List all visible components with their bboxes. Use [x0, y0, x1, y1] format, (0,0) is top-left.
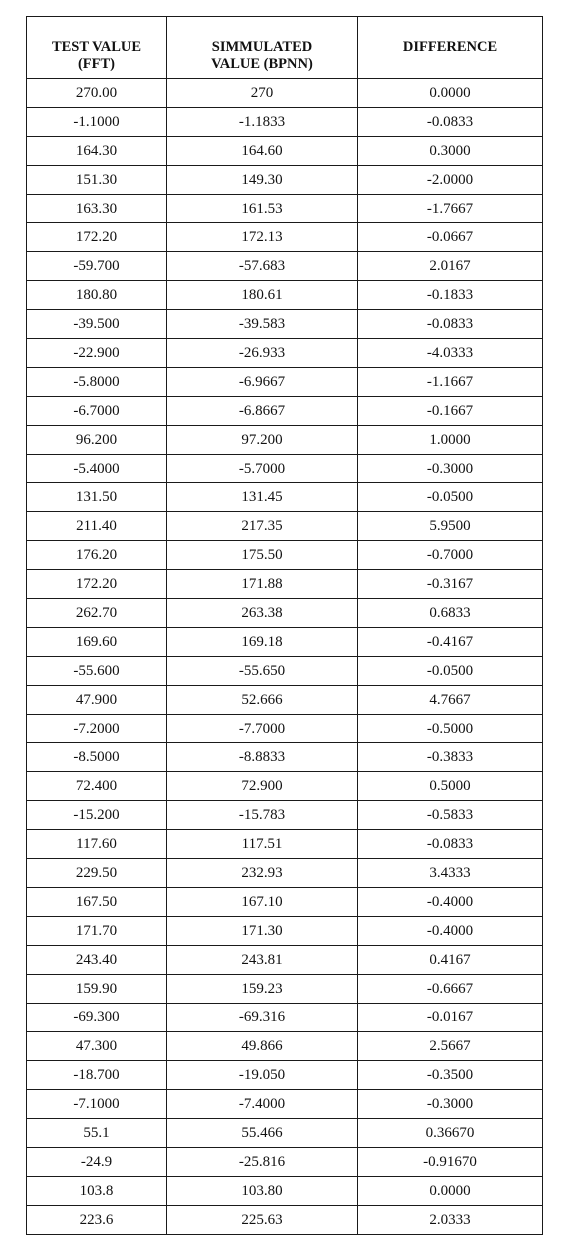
test-value-cell: 55.1 — [27, 1119, 167, 1148]
test-value-cell: 223.6 — [27, 1205, 167, 1234]
table-row — [27, 1061, 543, 1090]
simulated-value-cell: 225.63 — [167, 1205, 358, 1234]
table-row — [27, 310, 543, 339]
test-value-cell: 96.200 — [27, 425, 167, 454]
simulated-value-cell: 270 — [167, 79, 358, 108]
header-simulated-value-line-2: VALUE (BPNN) — [211, 56, 313, 72]
difference-cell: 1.0000 — [358, 425, 543, 454]
difference-cell: 0.0000 — [358, 1176, 543, 1205]
test-value-cell: 243.40 — [27, 945, 167, 974]
test-value-cell: 72.400 — [27, 772, 167, 801]
test-value-cell: 270.00 — [27, 79, 167, 108]
difference-cell: -0.4000 — [358, 887, 543, 916]
simulated-value-cell: 117.51 — [167, 830, 358, 859]
table-row — [27, 1119, 543, 1148]
difference-cell: 2.0167 — [358, 252, 543, 281]
test-value-cell: -55.600 — [27, 656, 167, 685]
test-value-cell: -18.700 — [27, 1061, 167, 1090]
header-row — [27, 17, 543, 79]
difference-cell: -0.7000 — [358, 541, 543, 570]
difference-cell: -0.91670 — [358, 1147, 543, 1176]
table-row — [27, 714, 543, 743]
simulated-value-cell: 175.50 — [167, 541, 358, 570]
test-value-cell: 151.30 — [27, 165, 167, 194]
table-row — [27, 772, 543, 801]
test-value-cell: 159.90 — [27, 974, 167, 1003]
simulated-value-cell: 72.900 — [167, 772, 358, 801]
test-value-cell: -7.2000 — [27, 714, 167, 743]
table-row — [27, 339, 543, 368]
test-value-cell: 229.50 — [27, 859, 167, 888]
test-value-cell: 131.50 — [27, 483, 167, 512]
difference-cell: -1.1667 — [358, 367, 543, 396]
table-row — [27, 1147, 543, 1176]
simulated-value-cell: 131.45 — [167, 483, 358, 512]
table-row — [27, 396, 543, 425]
table-row — [27, 830, 543, 859]
simulated-value-cell: 159.23 — [167, 974, 358, 1003]
test-value-cell: 163.30 — [27, 194, 167, 223]
table-row — [27, 743, 543, 772]
simulated-value-cell: 149.30 — [167, 165, 358, 194]
table-row — [27, 974, 543, 1003]
test-value-cell: -22.900 — [27, 339, 167, 368]
difference-cell: -0.1667 — [358, 396, 543, 425]
table-row — [27, 887, 543, 916]
difference-cell: -0.4000 — [358, 916, 543, 945]
simulated-value-cell: -7.7000 — [167, 714, 358, 743]
simulated-value-cell: -19.050 — [167, 1061, 358, 1090]
table-row — [27, 165, 543, 194]
simulated-value-cell: 164.60 — [167, 136, 358, 165]
difference-cell: -0.5833 — [358, 801, 543, 830]
simulated-value-cell: 180.61 — [167, 281, 358, 310]
table-row — [27, 801, 543, 830]
difference-cell: -0.4167 — [358, 627, 543, 656]
table-body — [27, 79, 543, 1235]
difference-cell: 2.0333 — [358, 1205, 543, 1234]
simulated-value-cell: -57.683 — [167, 252, 358, 281]
test-value-cell: -1.1000 — [27, 107, 167, 136]
simulated-value-cell: -6.8667 — [167, 396, 358, 425]
test-value-cell: -7.1000 — [27, 1090, 167, 1119]
table-row — [27, 656, 543, 685]
test-value-cell: 169.60 — [27, 627, 167, 656]
difference-cell: -4.0333 — [358, 339, 543, 368]
simulated-value-cell: 171.30 — [167, 916, 358, 945]
table-row — [27, 367, 543, 396]
table-row — [27, 916, 543, 945]
test-value-cell: 47.900 — [27, 685, 167, 714]
simulated-value-cell: 217.35 — [167, 512, 358, 541]
table-row — [27, 281, 543, 310]
table-row — [27, 483, 543, 512]
table-row — [27, 107, 543, 136]
simulated-value-cell: -6.9667 — [167, 367, 358, 396]
simulated-value-cell: 172.13 — [167, 223, 358, 252]
difference-cell: 0.4167 — [358, 945, 543, 974]
test-value-cell: 47.300 — [27, 1032, 167, 1061]
simulated-value-cell: 169.18 — [167, 627, 358, 656]
difference-cell: -0.6667 — [358, 974, 543, 1003]
table-header — [27, 17, 543, 79]
simulated-value-cell: 167.10 — [167, 887, 358, 916]
difference-cell: -0.0167 — [358, 1003, 543, 1032]
difference-cell: 0.5000 — [358, 772, 543, 801]
table-row — [27, 1205, 543, 1234]
table-row — [27, 252, 543, 281]
header-test-value — [27, 17, 167, 79]
table-row — [27, 685, 543, 714]
test-value-cell: -8.5000 — [27, 743, 167, 772]
difference-cell: -1.7667 — [358, 194, 543, 223]
table-row — [27, 859, 543, 888]
simulated-value-cell: 171.88 — [167, 570, 358, 599]
simulated-value-cell: -1.1833 — [167, 107, 358, 136]
difference-cell: 3.4333 — [358, 859, 543, 888]
test-value-cell: -69.300 — [27, 1003, 167, 1032]
test-value-cell: 117.60 — [27, 830, 167, 859]
comparison-table — [26, 16, 543, 1235]
test-value-cell: 262.70 — [27, 599, 167, 628]
simulated-value-cell: -39.583 — [167, 310, 358, 339]
difference-cell: -0.3167 — [358, 570, 543, 599]
test-value-cell: -5.4000 — [27, 454, 167, 483]
test-value-cell: 167.50 — [27, 887, 167, 916]
header-test-value-line-1: TEST VALUE — [51, 39, 142, 55]
table-row — [27, 599, 543, 628]
difference-cell: -0.0500 — [358, 656, 543, 685]
table-row — [27, 454, 543, 483]
header-simulated-value — [167, 17, 358, 79]
test-value-cell: -6.7000 — [27, 396, 167, 425]
header-simulated-value-line-1: SIMMULATED — [211, 39, 313, 55]
table-row — [27, 1176, 543, 1205]
simulated-value-cell: -15.783 — [167, 801, 358, 830]
table-row — [27, 1032, 543, 1061]
header-test-value-line-2: (FFT) — [77, 56, 116, 72]
simulated-value-cell: 243.81 — [167, 945, 358, 974]
simulated-value-cell: 161.53 — [167, 194, 358, 223]
test-value-cell: 171.70 — [27, 916, 167, 945]
simulated-value-cell: -69.316 — [167, 1003, 358, 1032]
test-value-cell: 172.20 — [27, 570, 167, 599]
simulated-value-cell: 103.80 — [167, 1176, 358, 1205]
test-value-cell: -24.9 — [27, 1147, 167, 1176]
table-row — [27, 1090, 543, 1119]
table-row — [27, 627, 543, 656]
difference-cell: 0.6833 — [358, 599, 543, 628]
difference-cell: -0.1833 — [358, 281, 543, 310]
simulated-value-cell: 263.38 — [167, 599, 358, 628]
difference-cell: -0.3000 — [358, 454, 543, 483]
difference-cell: -0.3000 — [358, 1090, 543, 1119]
simulated-value-cell: -26.933 — [167, 339, 358, 368]
header-difference — [358, 17, 543, 79]
test-value-cell: 211.40 — [27, 512, 167, 541]
difference-cell: 4.7667 — [358, 685, 543, 714]
difference-cell: 2.5667 — [358, 1032, 543, 1061]
simulated-value-cell: -8.8833 — [167, 743, 358, 772]
test-value-cell: -59.700 — [27, 252, 167, 281]
table-row — [27, 79, 543, 108]
simulated-value-cell: 52.666 — [167, 685, 358, 714]
difference-cell: 0.0000 — [358, 79, 543, 108]
difference-cell: -0.0667 — [358, 223, 543, 252]
table-row — [27, 425, 543, 454]
test-value-cell: 103.8 — [27, 1176, 167, 1205]
test-value-cell: 176.20 — [27, 541, 167, 570]
simulated-value-cell: 49.866 — [167, 1032, 358, 1061]
simulated-value-cell: 55.466 — [167, 1119, 358, 1148]
test-value-cell: -5.8000 — [27, 367, 167, 396]
simulated-value-cell: -7.4000 — [167, 1090, 358, 1119]
difference-cell: -0.0833 — [358, 830, 543, 859]
test-value-cell: -15.200 — [27, 801, 167, 830]
table-row — [27, 512, 543, 541]
table-row — [27, 223, 543, 252]
difference-cell: 5.9500 — [358, 512, 543, 541]
table-row — [27, 945, 543, 974]
test-value-cell: 172.20 — [27, 223, 167, 252]
difference-cell: -0.5000 — [358, 714, 543, 743]
simulated-value-cell: -25.816 — [167, 1147, 358, 1176]
difference-cell: 0.3000 — [358, 136, 543, 165]
test-value-cell: 180.80 — [27, 281, 167, 310]
difference-cell: -0.0500 — [358, 483, 543, 512]
test-value-cell: 164.30 — [27, 136, 167, 165]
test-value-cell: -39.500 — [27, 310, 167, 339]
difference-cell: -0.0833 — [358, 107, 543, 136]
difference-cell: -0.0833 — [358, 310, 543, 339]
table-row — [27, 194, 543, 223]
difference-cell: -0.3500 — [358, 1061, 543, 1090]
simulated-value-cell: -5.7000 — [167, 454, 358, 483]
simulated-value-cell: -55.650 — [167, 656, 358, 685]
simulated-value-cell: 97.200 — [167, 425, 358, 454]
simulated-value-cell: 232.93 — [167, 859, 358, 888]
table-row — [27, 570, 543, 599]
difference-cell: -0.3833 — [358, 743, 543, 772]
header-difference-line-1: DIFFERENCE — [402, 39, 498, 55]
comparison-table-container — [26, 16, 542, 1235]
difference-cell: -2.0000 — [358, 165, 543, 194]
table-row — [27, 1003, 543, 1032]
table-row — [27, 136, 543, 165]
difference-cell: 0.36670 — [358, 1119, 543, 1148]
table-row — [27, 541, 543, 570]
